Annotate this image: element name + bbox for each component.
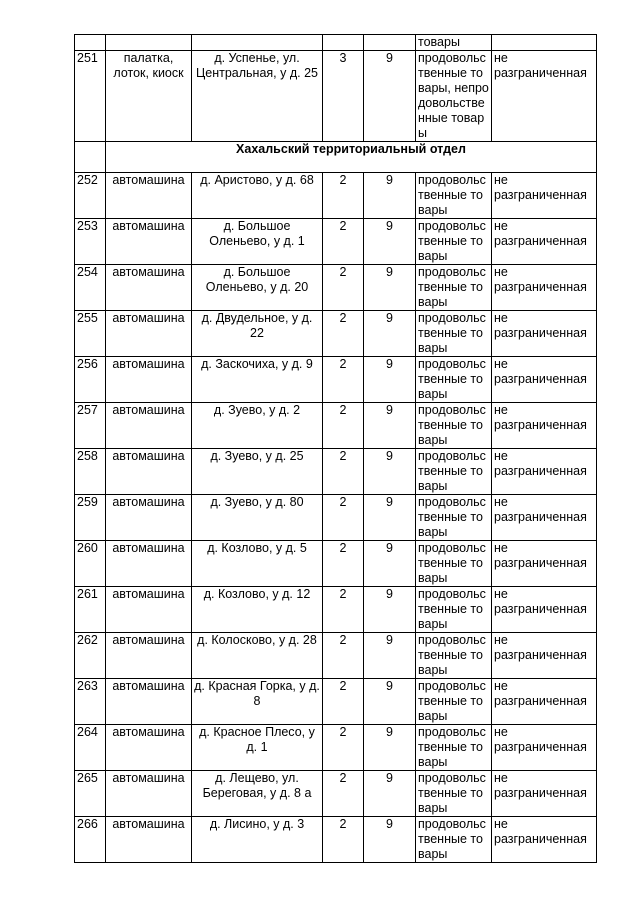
cell-ownership: не разграниченная: [492, 541, 597, 587]
cell-address: д. Двудельное, у д. 22: [192, 311, 323, 357]
cell-goods: продовольственные товары: [416, 357, 492, 403]
cell-goods: продовольственные товары, непродовольственные товары: [416, 51, 492, 142]
cell-type: автомашина: [106, 495, 192, 541]
cell-goods: продовольственные товары: [416, 173, 492, 219]
cell-type: автомашина: [106, 771, 192, 817]
cell-address: д. Большое Оленьево, у д. 1: [192, 219, 323, 265]
cell-col-b: 9: [364, 219, 416, 265]
cell-num: 256: [75, 357, 106, 403]
cell-num: 266: [75, 817, 106, 863]
table-row: [75, 679, 597, 725]
cell-type: [106, 35, 192, 51]
cell-col-b: 9: [364, 725, 416, 771]
cell-goods: продовольственные товары: [416, 541, 492, 587]
cell-num: [75, 142, 106, 173]
table-row: [75, 219, 597, 265]
cell-ownership: не разграниченная: [492, 173, 597, 219]
cell-goods: товары: [416, 35, 492, 51]
cell-ownership: не разграниченная: [492, 51, 597, 142]
cell-ownership: не разграниченная: [492, 679, 597, 725]
cell-ownership: не разграниченная: [492, 265, 597, 311]
cell-goods: продовольственные товары: [416, 449, 492, 495]
table-row: [75, 403, 597, 449]
cell-address: д. Заскочиха, у д. 9: [192, 357, 323, 403]
table-row: [75, 541, 597, 587]
cell-type: автомашина: [106, 449, 192, 495]
cell-col-b: 9: [364, 265, 416, 311]
cell-goods: продовольственные товары: [416, 311, 492, 357]
cell-col-a: 2: [323, 311, 364, 357]
section-title: Хахальский территориальный отдел: [106, 142, 597, 173]
cell-num: 258: [75, 449, 106, 495]
cell-ownership: [492, 35, 597, 51]
cell-num: 264: [75, 725, 106, 771]
document-table: [74, 34, 597, 863]
cell-col-a: 2: [323, 449, 364, 495]
cell-ownership: не разграниченная: [492, 311, 597, 357]
cell-num: 263: [75, 679, 106, 725]
cell-goods: продовольственные товары: [416, 219, 492, 265]
cell-col-b: 9: [364, 587, 416, 633]
table-row: [75, 587, 597, 633]
cell-ownership: не разграниченная: [492, 449, 597, 495]
cell-goods: продовольственные товары: [416, 403, 492, 449]
cell-type: палатка, лоток, киоск: [106, 51, 192, 142]
cell-type: автомашина: [106, 173, 192, 219]
cell-address: д. Красное Плесо, у д. 1: [192, 725, 323, 771]
cell-num: 257: [75, 403, 106, 449]
cell-ownership: не разграниченная: [492, 633, 597, 679]
cell-address: д. Аристово, у д. 68: [192, 173, 323, 219]
cell-col-b: 9: [364, 633, 416, 679]
cell-col-b: 9: [364, 311, 416, 357]
cell-col-a: 3: [323, 51, 364, 142]
section-row: [75, 142, 597, 173]
cell-goods: продовольственные товары: [416, 725, 492, 771]
cell-col-a: 2: [323, 495, 364, 541]
cell-goods: продовольственные товары: [416, 633, 492, 679]
cell-type: автомашина: [106, 679, 192, 725]
cell-type: автомашина: [106, 541, 192, 587]
cell-col-b: 9: [364, 495, 416, 541]
cell-col-a: 2: [323, 679, 364, 725]
cell-type: автомашина: [106, 725, 192, 771]
cell-num: 254: [75, 265, 106, 311]
cell-address: д. Козлово, у д. 5: [192, 541, 323, 587]
cell-num: 262: [75, 633, 106, 679]
cell-type: автомашина: [106, 265, 192, 311]
cell-ownership: не разграниченная: [492, 771, 597, 817]
table-row: [75, 633, 597, 679]
cell-ownership: не разграниченная: [492, 495, 597, 541]
cell-address: д. Большое Оленьево, у д. 20: [192, 265, 323, 311]
cell-address: д. Лисино, у д. 3: [192, 817, 323, 863]
cell-col-b: 9: [364, 173, 416, 219]
table-row: [75, 495, 597, 541]
cell-address: д. Лещево, ул. Береговая, у д. 8 а: [192, 771, 323, 817]
cell-goods: продовольственные товары: [416, 771, 492, 817]
cell-ownership: не разграниченная: [492, 357, 597, 403]
cell-type: автомашина: [106, 357, 192, 403]
cell-num: [75, 35, 106, 51]
cell-address: д. Красная Горка, у д. 8: [192, 679, 323, 725]
cell-col-b: 9: [364, 541, 416, 587]
cell-col-b: 9: [364, 449, 416, 495]
cell-col-a: [323, 35, 364, 51]
cell-col-b: 9: [364, 817, 416, 863]
cell-goods: продовольственные товары: [416, 495, 492, 541]
cell-num: 259: [75, 495, 106, 541]
cell-address: д. Козлово, у д. 12: [192, 587, 323, 633]
cell-ownership: не разграниченная: [492, 403, 597, 449]
cell-address: д. Зуево, у д. 80: [192, 495, 323, 541]
table-row: [75, 449, 597, 495]
table-row: [75, 725, 597, 771]
cell-col-a: 2: [323, 357, 364, 403]
cell-col-a: 2: [323, 817, 364, 863]
table-row: [75, 311, 597, 357]
cell-address: д. Зуево, у д. 25: [192, 449, 323, 495]
cell-num: 261: [75, 587, 106, 633]
cell-col-a: 2: [323, 403, 364, 449]
cell-address: д. Колосково, у д. 28: [192, 633, 323, 679]
cell-col-b: 9: [364, 679, 416, 725]
cell-col-b: 9: [364, 403, 416, 449]
cell-ownership: не разграниченная: [492, 587, 597, 633]
table-row: [75, 357, 597, 403]
cell-num: 252: [75, 173, 106, 219]
cell-col-a: 2: [323, 219, 364, 265]
cell-address: [192, 35, 323, 51]
cell-col-a: 2: [323, 541, 364, 587]
cell-goods: продовольственные товары: [416, 265, 492, 311]
cell-num: 260: [75, 541, 106, 587]
table-row: [75, 265, 597, 311]
cell-type: автомашина: [106, 817, 192, 863]
cell-col-b: 9: [364, 357, 416, 403]
cell-col-a: 2: [323, 173, 364, 219]
table-row: [75, 173, 597, 219]
cell-ownership: не разграниченная: [492, 219, 597, 265]
cell-num: 265: [75, 771, 106, 817]
cell-ownership: не разграниченная: [492, 725, 597, 771]
cell-type: автомашина: [106, 403, 192, 449]
cell-col-a: 2: [323, 771, 364, 817]
cell-goods: продовольственные товары: [416, 587, 492, 633]
cell-type: автомашина: [106, 633, 192, 679]
cell-ownership: не разграниченная: [492, 817, 597, 863]
table-row: [75, 771, 597, 817]
cell-col-a: 2: [323, 587, 364, 633]
table-row-continuation: [75, 35, 597, 51]
table-row: [75, 817, 597, 863]
cell-col-b: 9: [364, 51, 416, 142]
table-body: [75, 35, 597, 863]
cell-goods: продовольственные товары: [416, 679, 492, 725]
cell-type: автомашина: [106, 219, 192, 265]
cell-num: 253: [75, 219, 106, 265]
cell-col-b: [364, 35, 416, 51]
cell-num: 255: [75, 311, 106, 357]
cell-col-a: 2: [323, 633, 364, 679]
cell-goods: продовольственные товары: [416, 817, 492, 863]
cell-type: автомашина: [106, 311, 192, 357]
table-row: [75, 51, 597, 142]
cell-address: д. Зуево, у д. 2: [192, 403, 323, 449]
cell-col-b: 9: [364, 771, 416, 817]
cell-type: автомашина: [106, 587, 192, 633]
cell-address: д. Успенье, ул. Центральная, у д. 25: [192, 51, 323, 142]
cell-col-a: 2: [323, 725, 364, 771]
cell-col-a: 2: [323, 265, 364, 311]
cell-num: 251: [75, 51, 106, 142]
